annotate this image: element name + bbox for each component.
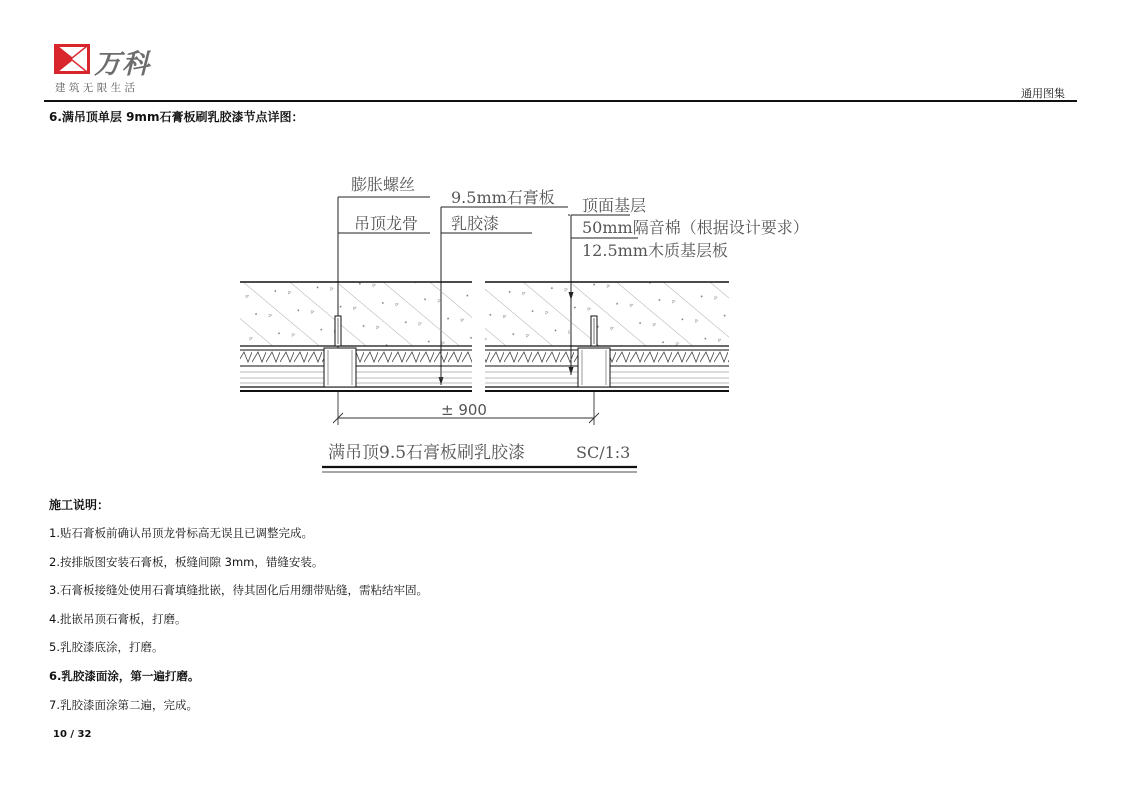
construction-notes	[49, 496, 428, 725]
label-sound-insulation: 50mm隔音棉（根据设计要求）	[582, 218, 809, 237]
section-left	[240, 282, 472, 391]
note-item: 4.批嵌吊顶石膏板，打磨。	[49, 611, 187, 626]
dimension-text: ± 900	[441, 401, 487, 419]
notes-heading: 施工说明：	[49, 498, 110, 512]
note-item: 3.石膏板接缝处使用石膏填缝批嵌，待其固化后用绷带贴缝，需粘结牢固。	[49, 583, 428, 598]
label-ceiling-keel: 吊顶龙骨	[354, 214, 419, 233]
note-item: 1.贴石膏板前确认吊顶龙骨标高无误且已调整完成。	[49, 526, 313, 540]
page-number: 10 / 32	[53, 729, 92, 740]
drawing-scale: SC/1:3	[576, 443, 631, 462]
brand-name: 万科	[94, 49, 150, 80]
label-wood-base-board: 12.5mm木质基层板	[582, 241, 728, 260]
label-gypsum-board: 9.5mm石膏板	[451, 188, 555, 207]
section-title: 6.满吊顶单层 9mm石膏板刷乳胶漆节点详图：	[49, 110, 304, 124]
collection-label: 通用图集	[1021, 87, 1065, 100]
note-item: 5.乳胶漆底涂，打磨。	[49, 640, 164, 655]
label-latex-paint: 乳胶漆	[451, 214, 500, 233]
note-item: 7.乳胶漆面涂第二遍，完成。	[49, 697, 198, 712]
note-item: 2.按排版图安装石膏板，板缝间隙 3mm，错缝安装。	[49, 554, 324, 569]
label-ceiling-base: 顶面基层	[582, 196, 647, 215]
brand-slogan: 建筑无限生活	[55, 82, 139, 94]
drawing-caption: 满吊顶9.5石膏板刷乳胶漆	[328, 443, 526, 463]
label-expansion-screw: 膨胀螺丝	[351, 175, 416, 194]
note-item: 6.乳胶漆面涂，第一遍打磨。	[49, 668, 200, 683]
section-right	[485, 282, 729, 391]
